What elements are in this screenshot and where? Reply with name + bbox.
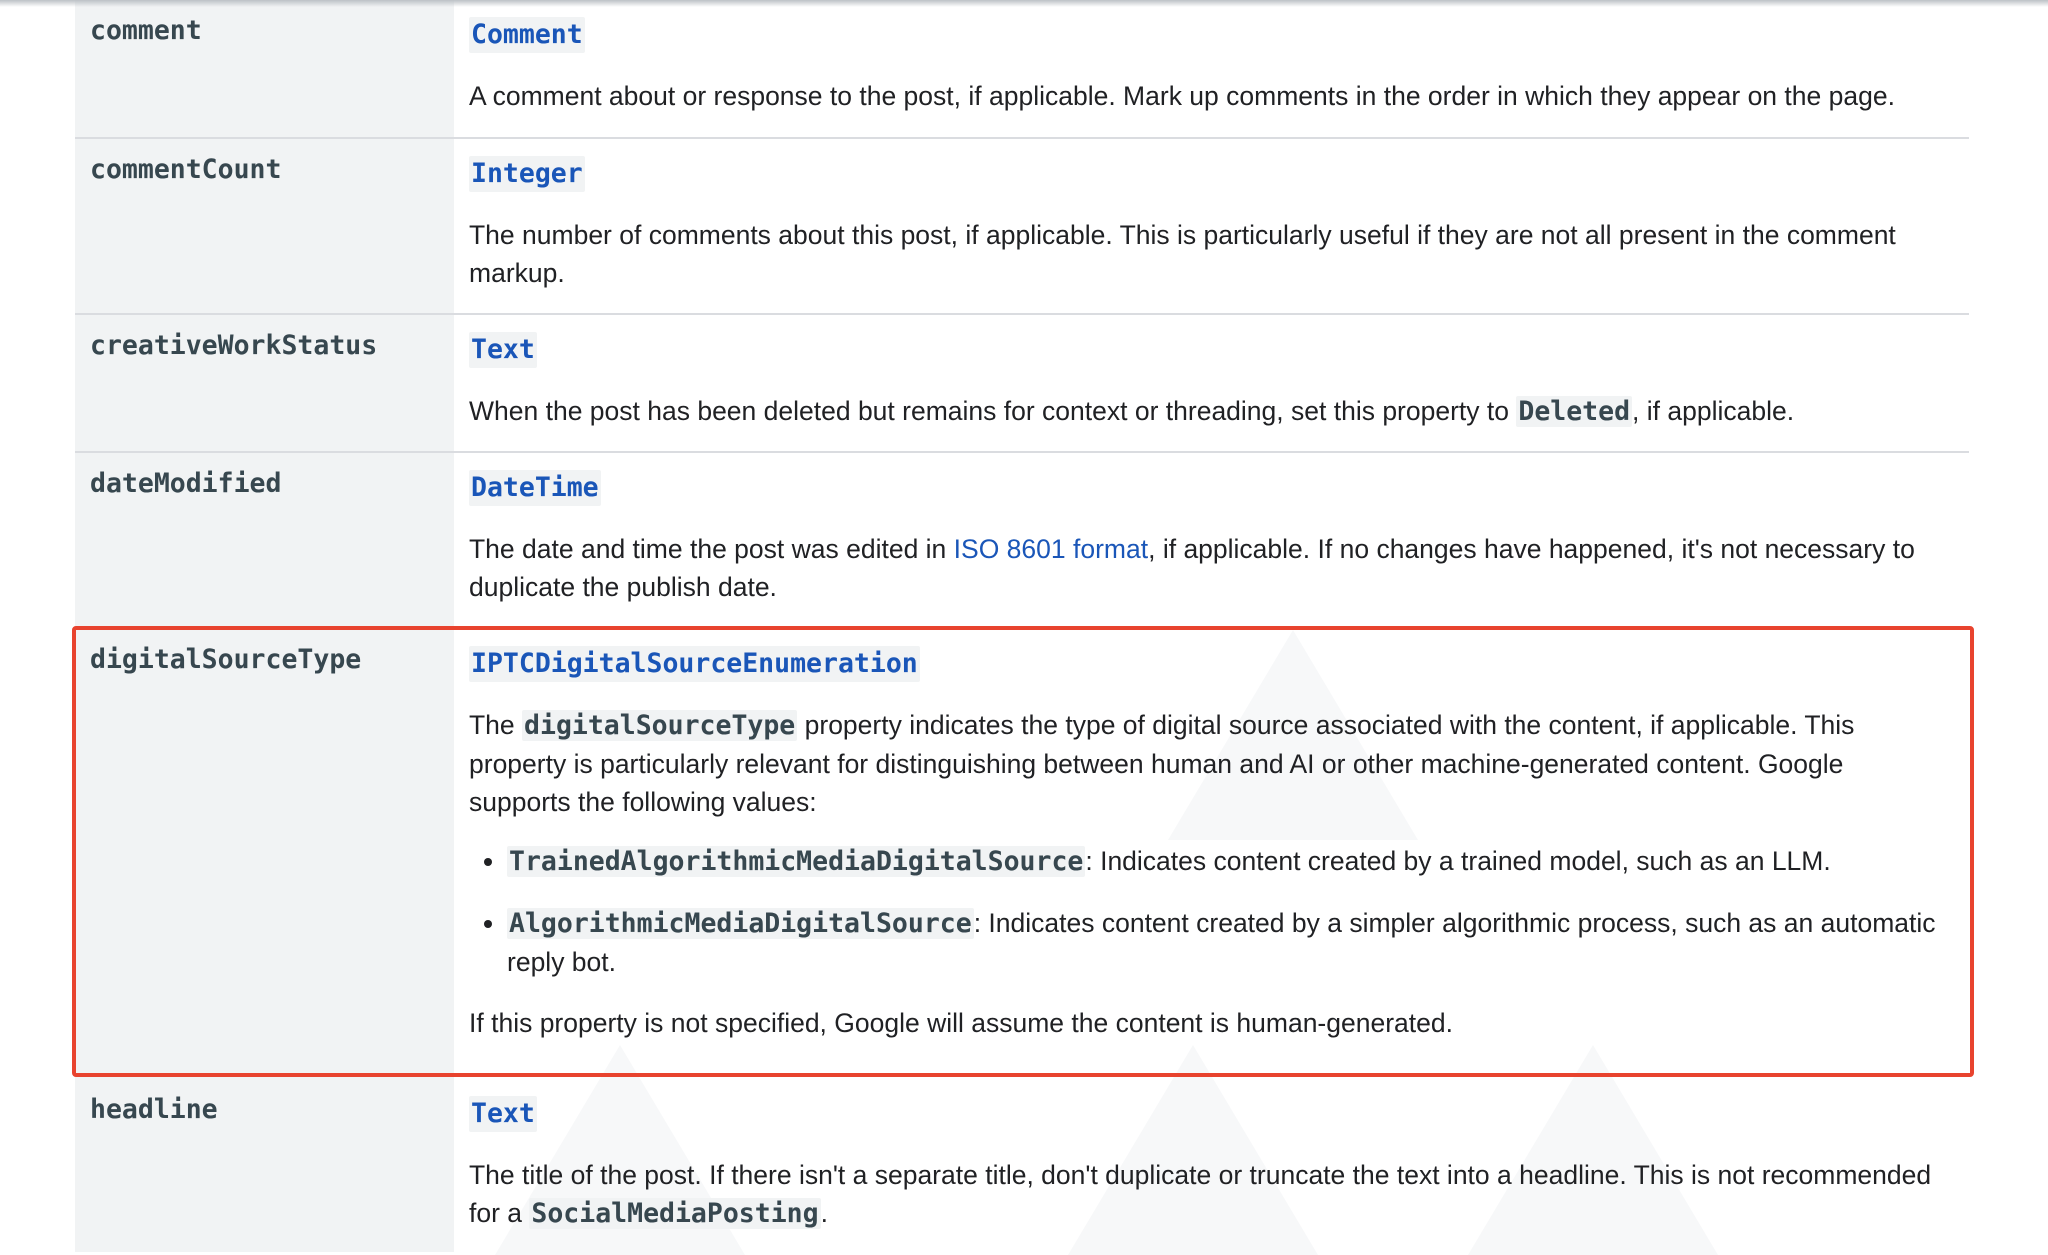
property-description	[454, 628, 1969, 1079]
property-name: creativeWorkStatus	[75, 315, 454, 451]
description-text	[469, 392, 1951, 431]
table-row-datemodified	[75, 453, 1969, 628]
list-item	[507, 904, 1951, 981]
socialmediaposting-code: SocialMediaPosting	[531, 1198, 819, 1229]
table-row-digitalsourcetype	[75, 628, 1969, 1079]
property-name: digitalSourceType	[75, 628, 454, 1079]
type-link-iptc-digital-source-enumeration[interactable]: IPTCDigitalSourceEnumeration	[469, 646, 920, 682]
description-text	[469, 530, 1951, 606]
property-name: dateModified	[75, 453, 454, 628]
value-code: TrainedAlgorithmicMediaDigitalSource	[509, 846, 1084, 877]
deleted-code: Deleted	[1518, 396, 1631, 427]
table-row-creativeworkstatus	[75, 315, 1969, 453]
property-description	[454, 0, 1969, 137]
description-text-part: The date and time the post was edited in	[469, 534, 954, 564]
value-code: AlgorithmicMediaDigitalSource	[509, 908, 972, 939]
type-link-integer[interactable]: Integer	[469, 156, 585, 192]
property-description	[454, 453, 1969, 628]
type-link-text[interactable]: Text	[469, 332, 537, 368]
top-scroll-shadow	[0, 0, 2048, 7]
table-row-headline	[75, 1079, 1969, 1252]
table-row-comment	[75, 0, 1969, 139]
property-name: commentCount	[75, 139, 454, 313]
description-text-part: , if applicable. If no changes have happened, it's not necessary to duplicate the publish date.	[469, 534, 1915, 602]
description-text-part: The title of the post. If there isn't a separate title, don't duplicate or truncate the text into a headline. This is not recommended for a	[469, 1160, 1932, 1228]
value-description: : Indicates content created by a trained model, such as an LLM.	[1085, 846, 1831, 876]
supported-values-list	[469, 842, 1951, 981]
property-description	[454, 1079, 1969, 1252]
description-text	[469, 706, 1951, 821]
property-description	[454, 315, 1969, 451]
type-link-comment[interactable]: Comment	[469, 17, 585, 53]
description-text: The number of comments about this post, if applicable. This is particularly useful if they are not all present in the comment markup.	[469, 220, 1896, 288]
description-text: A comment about or response to the post, if applicable. Mark up comments in the order in which they appear on the page.	[469, 81, 1895, 111]
description-text	[469, 1156, 1951, 1233]
property-description	[454, 139, 1969, 313]
properties-table	[75, 0, 1969, 1252]
description-text-part: , if applicable.	[1632, 396, 1795, 426]
description-text-part: When the post has been deleted but remains for context or threading, set this property to	[469, 396, 1517, 426]
type-link-text[interactable]: Text	[469, 1096, 537, 1132]
description-footer: If this property is not specified, Google will assume the content is human-generated.	[469, 1008, 1453, 1038]
property-name: headline	[75, 1079, 454, 1252]
iso-8601-link[interactable]: ISO 8601 format	[953, 534, 1149, 564]
property-name: comment	[75, 0, 454, 137]
table-row-commentcount	[75, 139, 1969, 315]
list-item	[507, 842, 1951, 881]
value-description: : Indicates content created by a simpler algorithmic process, such as an automatic reply bot.	[507, 908, 1936, 977]
type-link-datetime[interactable]: DateTime	[469, 470, 601, 506]
digitalsourcetype-code: digitalSourceType	[524, 710, 796, 741]
description-text-part: .	[820, 1198, 828, 1228]
description-text-part: The	[469, 710, 523, 740]
description-text-part: property indicates the type of digital source associated with the content, if applicable. This property is particularly relevant for distinguishing between human and AI or other machine-generated content. Google supports the following values:	[469, 710, 1855, 817]
